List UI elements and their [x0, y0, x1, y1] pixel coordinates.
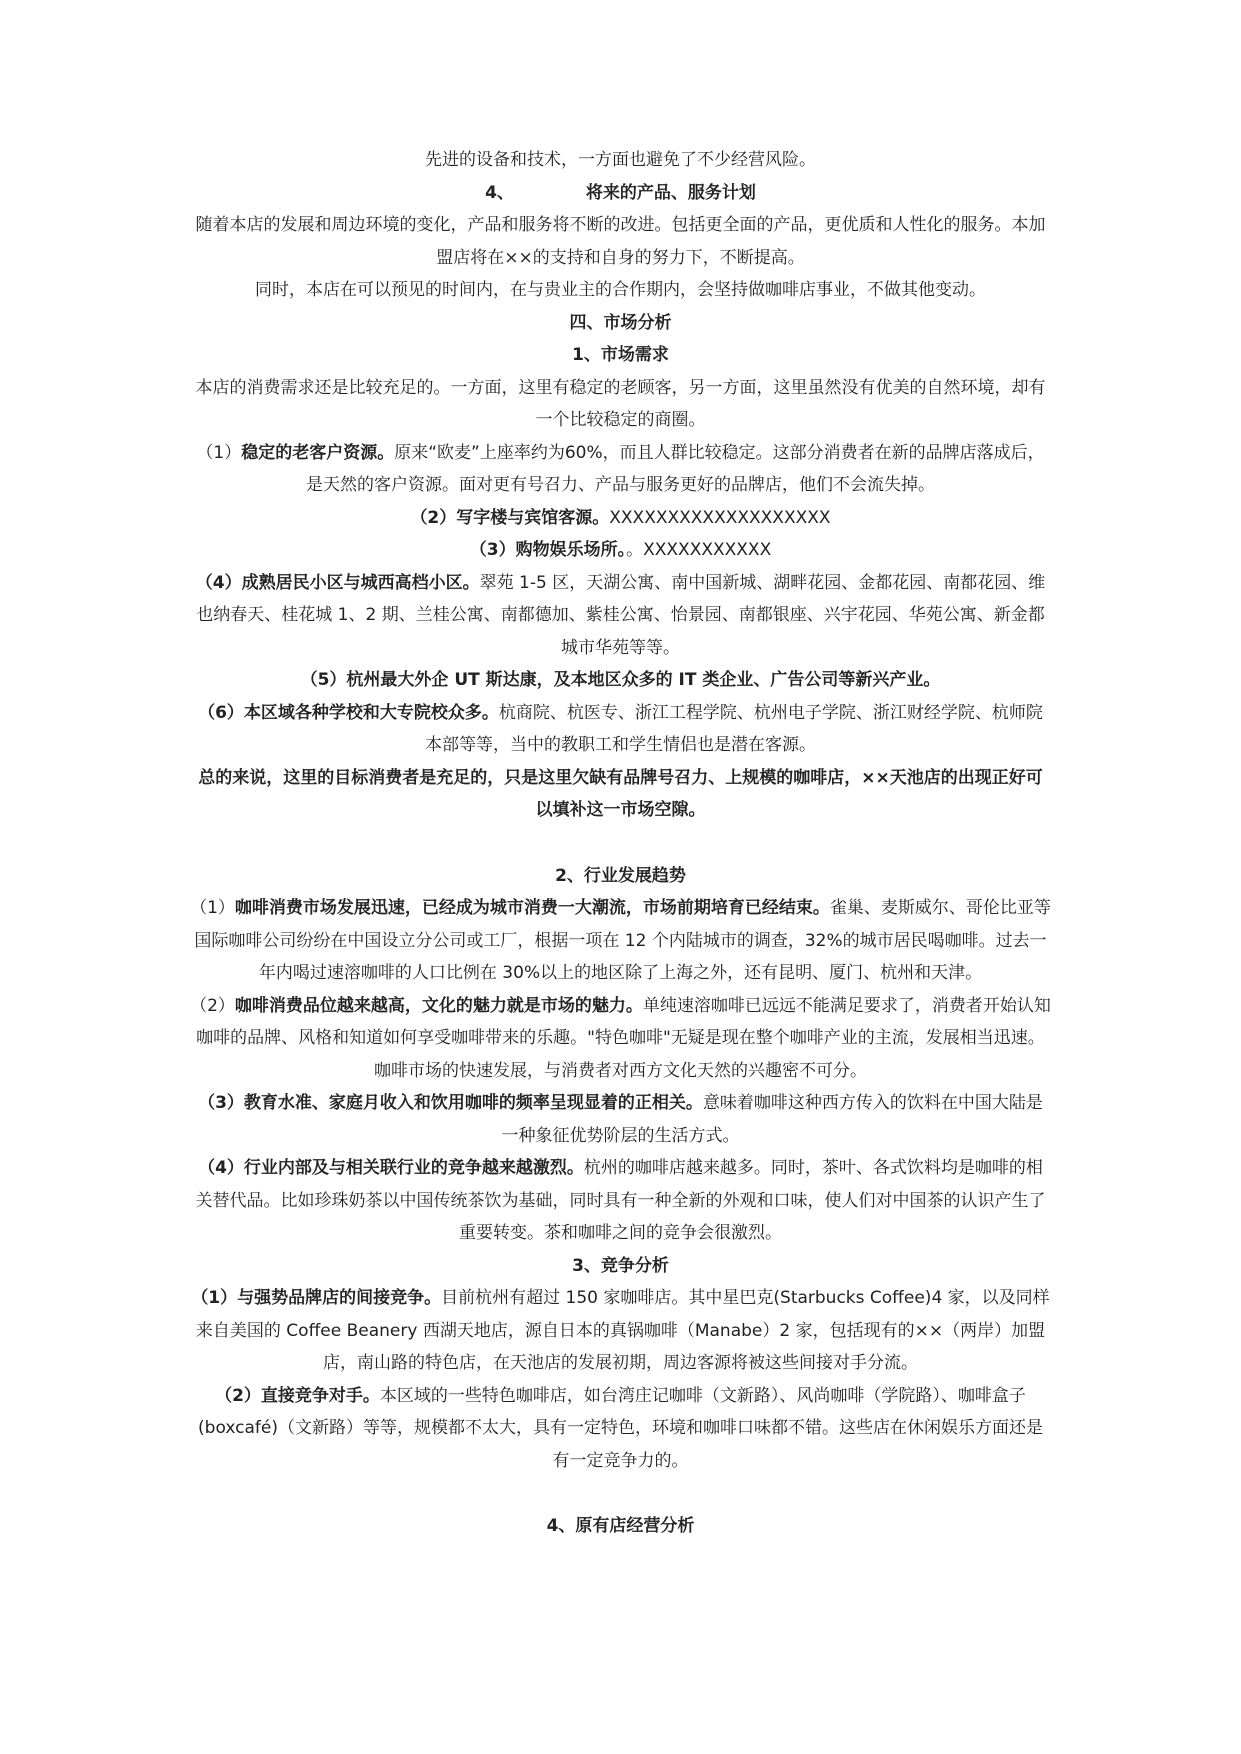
paragraph: 同时，本店在可以预见的时间内，在与贵业主的合作期内，会坚持做咖啡店事业，不做其他变动。: [255, 280, 986, 300]
chapter-heading: 四、市场分析: [569, 312, 672, 333]
paragraph: 随着本店的发展和周边环境的变化，产品和服务将不断的改进。包括更全面的产品，更优质和人性化的服务。本加盟店将在××的支持和自身的努力下，不断提高。: [195, 215, 1046, 268]
item-body: 杭州的咖啡店越来越多。同时，茶叶、各式饮料均是咖啡的相关替代品。比如珍珠奶茶以中国传统茶饮为基础，同时具有一种全新的外观和口味，使人们对中国茶的认识产生了重要转变。茶和咖啡之间的竞争会很激烈。: [195, 1158, 1046, 1243]
section-heading: 2、行业发展趋势: [555, 865, 686, 886]
item-lead: （2）写字楼与宾馆客源。: [410, 507, 610, 528]
list-item: [190, 892, 1051, 990]
heading-number: 4、: [485, 182, 514, 203]
item-body: XXXXXXXXXXXXXXXXXXX: [609, 507, 831, 528]
section-heading: 1、市场需求: [572, 345, 669, 365]
item-prefix: （1）: [196, 442, 242, 463]
item-body: 单纯速溶咖啡已远远不能满足要求了，消费者开始认知咖啡的品牌、风格和知道如何享受咖啡带来的乐趣。"特色咖啡"无疑是现在整个咖啡产业的主流，发展相当迅速。咖啡市场的快速发展，与消费者对西方文化天然的兴趣密不可分。: [196, 995, 1051, 1081]
item-lead: （1）与强势品牌店的间接竞争。: [191, 1288, 442, 1308]
section-heading: 4、原有店经营分析: [546, 1516, 695, 1536]
paragraph: 本店的消费需求还是比较充足的。一方面，这里有稳定的老顾客，另一方面，这里虽然没有优美的自然环境，却有一个比较稳定的商圈。: [195, 377, 1046, 430]
list-item: [190, 697, 1051, 762]
list-item: [190, 567, 1051, 665]
list-item: [190, 534, 1051, 567]
list-item: [190, 990, 1051, 1088]
list-item: [190, 502, 1051, 535]
paragraph: 先进的设备和技术，一方面也避免了不少经营风险。: [425, 150, 816, 170]
section-heading: 3、竞争分析: [572, 1255, 669, 1276]
item-lead: 稳定的老客户资源。: [241, 442, 395, 463]
item-lead: （6）本区域各种学校和大专院校众多。: [198, 702, 499, 723]
list-item: [190, 1152, 1051, 1250]
item-body: 雀巢、麦斯威尔、哥伦比亚等国际咖啡公司纷纷在中国设立分公司或工厂，根据一项在 12 个内陆城市的调查，32%的城市居民喝咖啡。过去一年内喝过速溶咖啡的人口比例在 30%以上的地区除了上海之外，还有昆明、厦门、杭州和天津。: [194, 898, 1051, 983]
spacer: [190, 1477, 1051, 1510]
list-item: [190, 437, 1051, 502]
item-lead: （3）教育水准、家庭月收入和饮用咖啡的频率呈现显着的正相关。: [198, 1093, 703, 1113]
item-lead: （3）购物娱乐场所。: [469, 540, 627, 560]
item-lead: （2）直接竞争对手。: [215, 1385, 380, 1406]
list-item: [190, 1282, 1051, 1380]
item-lead: （4）行业内部及与相关联行业的竞争越来越激烈。: [198, 1158, 584, 1178]
list-item: （5）杭州最大外企 UT 斯达康，及本地区众多的 IT 类企业、广告公司等新兴产业。: [300, 670, 941, 690]
item-lead: 咖啡消费市场发展迅速，已经成为城市消费一大潮流，市场前期培育已经结束。: [234, 898, 830, 918]
section-heading: [190, 177, 1051, 210]
item-prefix: （2）: [190, 995, 235, 1016]
spacer: [190, 827, 1051, 860]
item-lead: 咖啡消费品位越来越高，文化的魅力就是市场的魅力。: [234, 995, 643, 1016]
item-lead: （4）成熟居民小区与城西高档小区。: [195, 572, 480, 593]
item-body: 目前杭州有超过 150 家咖啡店。其中星巴克(Starbucks Coffee)4 家，以及同样来自美国的 Coffee Beanery 西湖天地店，源自日本的真锅咖啡（Manabe）2 家，包括现有的××（两岸）加盟店，南山路的特色店，在天池店的发展初期，周边客源将被这些间接对手分流。: [195, 1288, 1050, 1373]
list-item: [190, 1087, 1051, 1152]
item-prefix: （1）: [190, 898, 235, 918]
summary-paragraph: 总的来说，这里的目标消费者是充足的，只是这里欠缺有品牌号召力、上规模的咖啡店，××天池店的出现正好可以填补这一市场空隙。: [198, 767, 1043, 820]
item-body: 意味着咖啡这种西方传入的饮料在中国大陆是一种象征优势阶层的生活方式。: [501, 1093, 1043, 1146]
item-body: 本区域的一些特色咖啡店，如台湾庄记咖啡（文新路）、风尚咖啡（学院路）、咖啡盒子(boxcafé)（文新路）等等，规模都不太大，具有一定特色，环境和咖啡口味都不错。这些店在休闲娱乐方面还是有一定竞争力的。: [198, 1385, 1043, 1471]
heading-text: 将来的产品、服务计划: [585, 182, 756, 203]
item-body: 翠苑 1-5 区，天湖公寓、南中国新城、湖畔花园、金都花园、南都花园、维也纳春天、桂花城 1、2 期、兰桂公寓、南都德加、紫桂公寓、怡景园、南都银座、兴宇花园、华苑公寓、新金都城市华苑等等。: [196, 572, 1046, 658]
item-body: 原来“欧麦”上座率约为60%，而且人群比较稳定。这部分消费者在新的品牌店落成后，是天然的客户资源。面对更有号召力、产品与服务更好的品牌店，他们不会流失掉。: [306, 442, 1045, 495]
item-body: 。XXXXXXXXXXX: [626, 540, 772, 560]
item-body: 杭商院、杭医专、浙江工程学院、杭州电子学院、浙江财经学院、杭师院本部等等，当中的教职工和学生情侣也是潜在客源。: [425, 702, 1043, 755]
list-item: [190, 1380, 1051, 1478]
